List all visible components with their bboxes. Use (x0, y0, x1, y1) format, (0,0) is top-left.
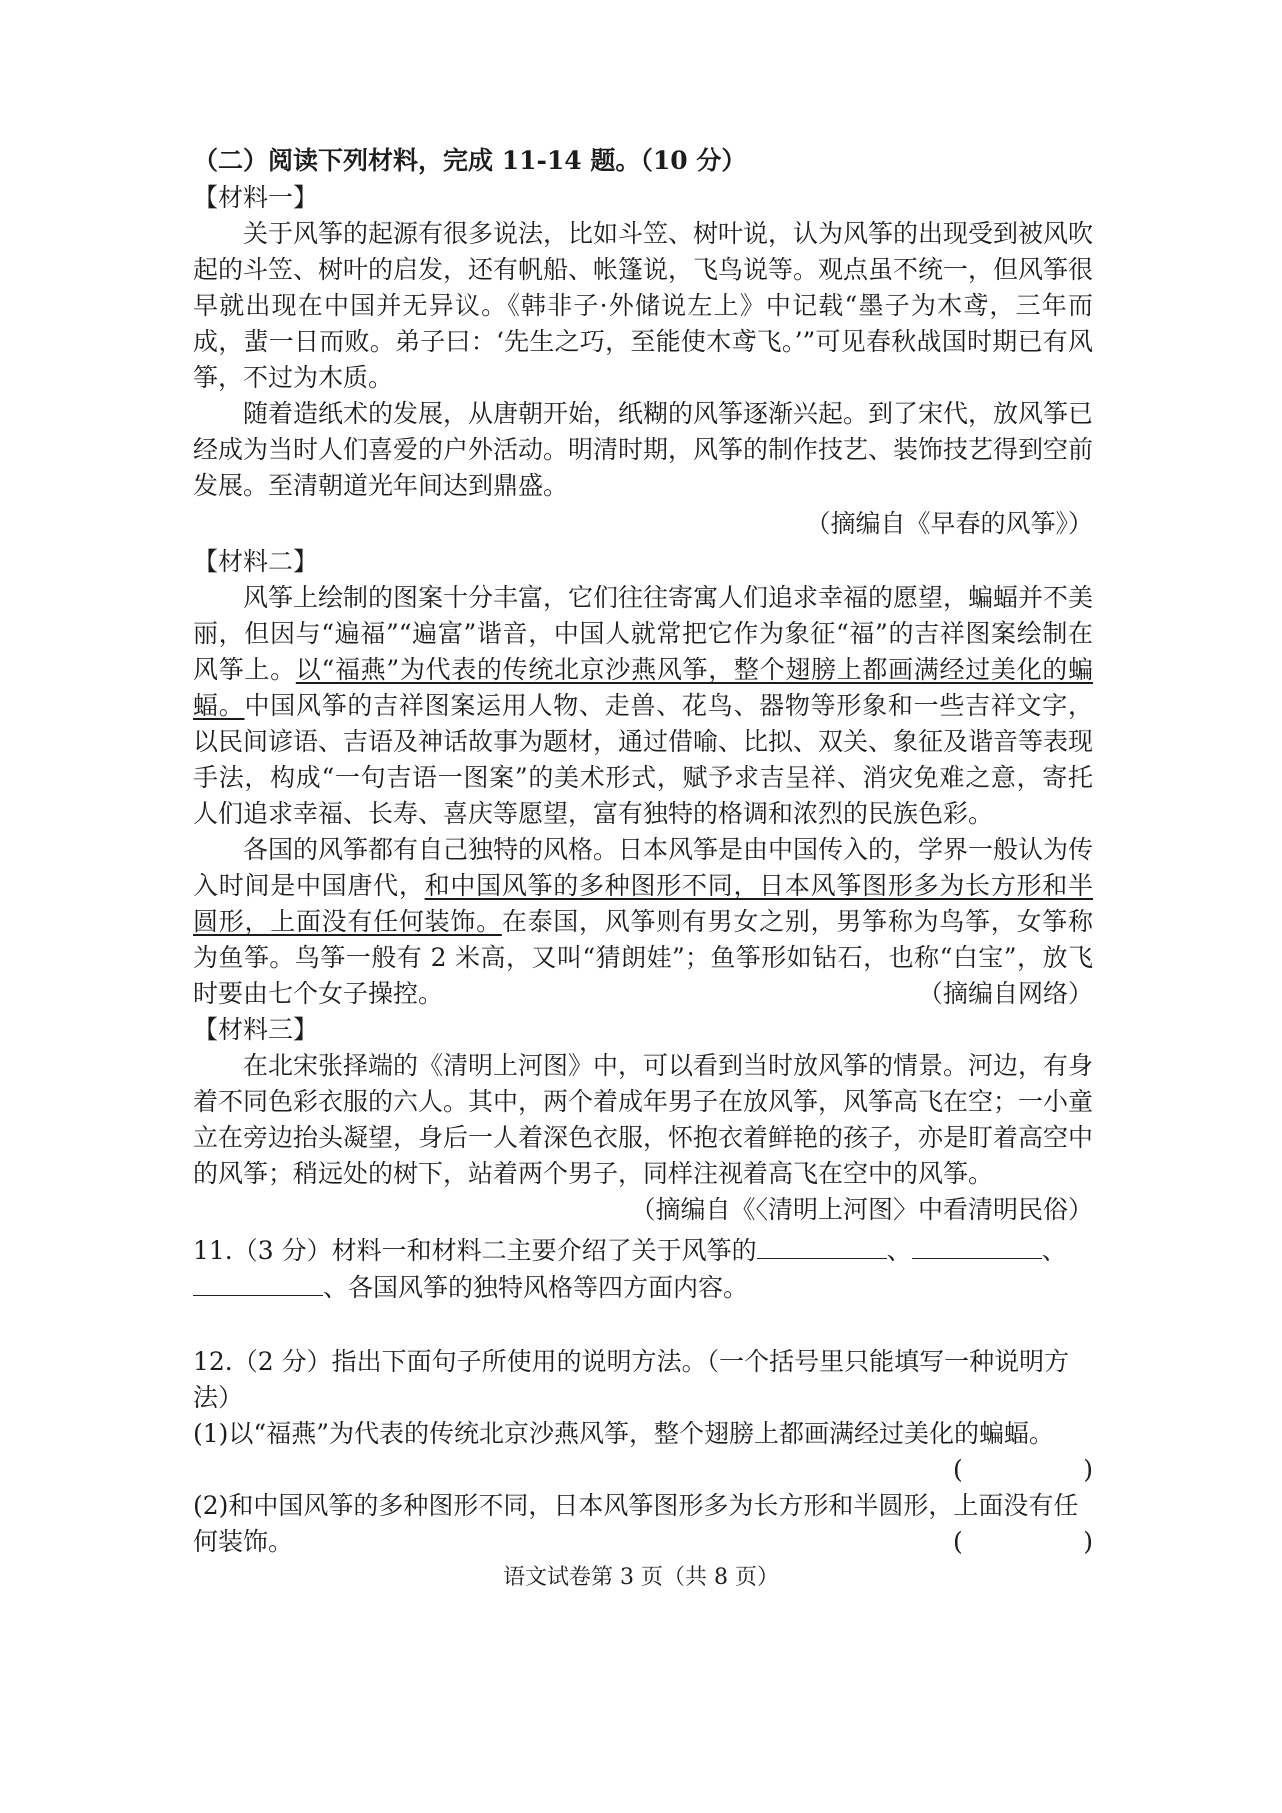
material-3-heading: 【材料三】 (193, 1015, 319, 1044)
answer-blank-1[interactable] (757, 1232, 887, 1259)
question-11-prefix: 11.（3 分）材料一和材料二主要介绍了关于风筝的 (193, 1236, 757, 1265)
material-3-source: （摘编自《〈清明上河图〉中看清明民俗） (630, 1195, 1093, 1224)
close-paren: ) (1083, 1455, 1093, 1484)
material-1-heading: 【材料一】 (193, 183, 319, 212)
material-3 (193, 1012, 1093, 1228)
material-2-paragraph-1 (193, 580, 1093, 832)
underlined-sentence-1: 以“福燕”为代表的传统北京沙燕风筝，整个翅膀上都画满经过美化的蝙蝠。 (193, 655, 1093, 720)
answer-blank-2[interactable] (912, 1232, 1042, 1259)
open-paren: ( (953, 1527, 963, 1556)
material-2 (193, 544, 1093, 1012)
question-11 (193, 1232, 1093, 1306)
question-12-sentence-2 (193, 1488, 1093, 1560)
page-footer: 语文试卷第 3 页（共 8 页） (503, 1565, 779, 1590)
material-2-text: 在泰国，风筝则有男女之别，男筝称为鸟筝，女筝称为鱼筝。鸟筝一般有 2 米高，又叫“猜朗娃”；鱼筝形如钻石，也称“白宝”，放飞时要由七个女子操控。 (193, 907, 1093, 1008)
material-2-text: 各国的风筝都有自己独特的风格。日本风筝是由中国传入的，学界一般认为传入时间是中国唐代， (193, 835, 1094, 900)
answer-paren-2[interactable] (953, 1524, 1093, 1560)
close-paren: ) (1083, 1527, 1093, 1556)
material-1-paragraph-1: 关于风筝的起源有很多说法，比如斗笠、树叶说，认为风筝的出现受到被风吹起的斗笠、树叶的启发，还有帆船、帐篷说，飞鸟说等。观点虽不统一，但风筝很早就出现在中国并无异议。《韩非子·外储说左上》中记载“墨子为木鸢，三年而成，蜚一日而败。弟子曰：‘先生之巧，至能使木鸢飞。’”可见春秋战国时期已有风筝，不过为木质。 (193, 219, 1094, 392)
material-2-heading: 【材料二】 (193, 547, 319, 576)
material-1 (193, 180, 1093, 544)
material-3-paragraph-1: 在北宋张择端的《清明上河图》中，可以看到当时放风筝的情景。河边，有身着不同色彩衣服的六人。其中，两个着成年男子在放风筝，风筝高飞在空；一小童立在旁边抬头凝望，身后一人着深色衣服，怀抱衣着鲜艳的孩子，亦是盯着高空中的风筝；稍远处的树下，站着两个男子，同样注视着高飞在空中的风筝。 (193, 1051, 1094, 1188)
question-12-stem: 12.（2 分）指出下面句子所使用的说明方法。（一个括号里只能填写一种说明方法） (193, 1347, 1070, 1412)
answer-blank-3[interactable] (193, 1269, 323, 1296)
separator: 、 (1041, 1236, 1067, 1265)
question-12-sentence-1: (1)以“福燕”为代表的传统北京沙燕风筝，整个翅膀上都画满经过美化的蝙蝠。 (193, 1419, 1054, 1448)
underlined-sentence-2: 和中国风筝的多种图形不同，日本风筝图形多为长方形和半圆形，上面没有任何装饰。 (193, 871, 1093, 936)
material-2-paragraph-2 (193, 832, 1093, 1012)
question-11-suffix: 、各国风筝的独特风格等四方面内容。 (323, 1273, 749, 1302)
section-title: （二）阅读下列材料，完成 11-14 题。（10 分） (193, 146, 747, 175)
material-2-source: （摘编自网络） (917, 979, 1093, 1008)
open-paren: ( (953, 1455, 963, 1484)
material-2-text: 风筝上绘制的图案十分丰富，它们往往寄寓人们追求幸福的愿望，蝙蝠并不美丽，但因与“遍福”“遍富”谐音，中国人就常把它作为象征“福”的吉祥图案绘制在风筝上。 (193, 583, 1094, 684)
material-2-text: 中国风筝的吉祥图案运用人物、走兽、花鸟、器物等形象和一些吉祥文字，以民间谚语、吉语及神话故事为题材，通过借喻、比拟、双关、象征及谐音等表现手法，构成“一句吉语一图案”的美术形式，赋予求吉呈祥、消灾免难之意，寄托人们追求幸福、长寿、喜庆等愿望，富有独特的格调和浓烈的民族色彩。 (193, 691, 1094, 828)
separator: 、 (886, 1236, 912, 1265)
answer-paren-1[interactable] (953, 1452, 1093, 1488)
exam-page (193, 142, 1093, 1560)
material-1-paragraph-2: 随着造纸术的发展，从唐朝开始，纸糊的风筝逐渐兴起。到了宋代，放风筝已经成为当时人们喜爱的户外活动。明清时期，风筝的制作技艺、装饰技艺得到空前发展。至清朝道光年间达到鼎盛。 (193, 399, 1094, 500)
answer-paren-row-1 (193, 1452, 1093, 1488)
sentence-2-text: (2)和中国风筝的多种图形不同，日本风筝图形多为长方形和半圆形，上面没有任何装饰。 (193, 1491, 1079, 1556)
material-1-source: （摘编自《早春的风筝》） (805, 509, 1093, 538)
